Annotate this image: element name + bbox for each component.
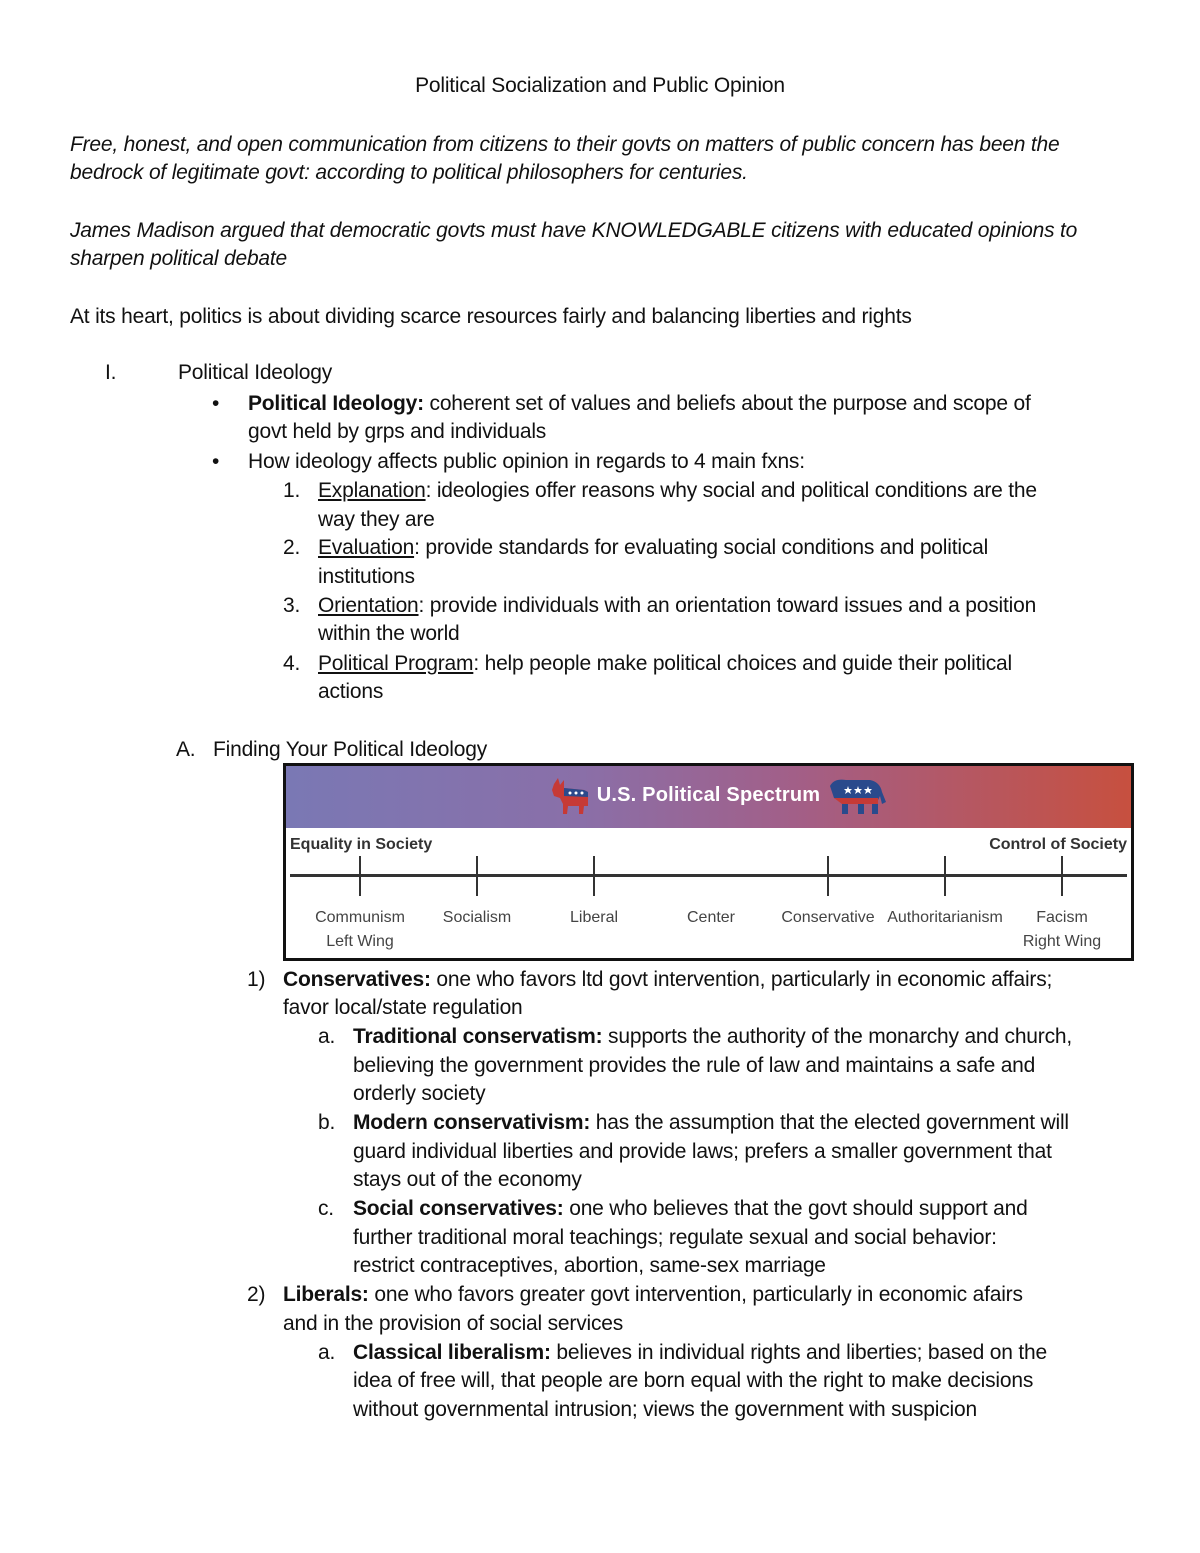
spectrum-point-label xyxy=(1023,906,1101,954)
function-4-num: 4. xyxy=(283,652,301,675)
cons-a-line-2: believing the government provides the rule of law and maintains a safe and xyxy=(353,1054,1036,1077)
function-1-text: : ideologies offer reasons why social and political conditions are the xyxy=(425,479,1037,502)
cons-a-letter: a. xyxy=(318,1025,336,1048)
cons-b-letter: b. xyxy=(318,1111,336,1134)
lib-a-line-2: idea of free will, that people are born equal with the right to make decisions xyxy=(353,1369,1034,1392)
spectrum-point-name: Conservative xyxy=(781,909,875,926)
spectrum-tick xyxy=(359,856,361,896)
function-4-text: : help people make political choices and guide their political xyxy=(473,652,1012,675)
cons-a-text: supports the authority of the monarchy and church, xyxy=(602,1025,1072,1048)
madison-line-2: sharpen political debate xyxy=(70,247,288,270)
section-heading: Political Ideology xyxy=(178,361,332,384)
spectrum-tick xyxy=(944,856,946,896)
function-1-num: 1. xyxy=(283,479,301,502)
function-3-line-1 xyxy=(318,591,1036,620)
spectrum-point-label xyxy=(887,906,1003,930)
bullet-1-line-1 xyxy=(248,389,1031,418)
spectrum-point-label xyxy=(315,906,405,954)
function-4-term: Political Program xyxy=(318,652,474,675)
heart-line: At its heart, politics is about dividing scarce resources fairly and balancing liberties and rights xyxy=(70,305,912,328)
cons-a-line-1 xyxy=(353,1022,1072,1051)
madison-line-1: James Madison argued that democratic govts must have KNOWLEDGABLE citizens with educated opinions to xyxy=(70,219,1078,242)
function-2-num: 2. xyxy=(283,536,301,559)
liberals-line-2: and in the provision of social services xyxy=(283,1312,624,1335)
spectrum-point-name: Liberal xyxy=(569,909,619,926)
function-1-line-1 xyxy=(318,476,1037,505)
cons-b-line-2: guard individual liberties and provide laws; prefers a smaller government that xyxy=(353,1140,1052,1163)
spectrum-tick xyxy=(827,856,829,896)
cons-c-line-2: further traditional moral teachings; regulate sexual and social behavior: xyxy=(353,1226,997,1249)
intro-line-2: bedrock of legitimate govt: according to political philosophers for centuries. xyxy=(70,161,748,184)
liberals-num: 2) xyxy=(247,1283,266,1306)
function-2-text: : provide standards for evaluating social conditions and political xyxy=(414,536,989,559)
spectrum-tick xyxy=(476,856,478,896)
subsection-heading: Finding Your Political Ideology xyxy=(213,738,487,761)
spectrum-point-name: Authoritarianism xyxy=(887,909,1003,926)
conservatives-line-1 xyxy=(283,965,1052,994)
spectrum-point-name: Communism xyxy=(315,909,405,926)
document-title: Political Socialization and Public Opinion xyxy=(415,74,785,97)
conservatives-line-2: favor local/state regulation xyxy=(283,996,523,1019)
function-1-line-2: way they are xyxy=(318,508,435,531)
spectrum-point-label xyxy=(443,906,511,930)
spectrum-point-name: Socialism xyxy=(442,909,512,926)
bullet-icon: • xyxy=(212,450,220,473)
function-2-term: Evaluation xyxy=(318,536,415,559)
cons-a-line-3: orderly society xyxy=(353,1082,486,1105)
cons-a-term: Traditional conservatism: xyxy=(353,1025,603,1048)
liberals-line-1 xyxy=(283,1280,1023,1309)
intro-line-1: Free, honest, and open communication from citizens to their govts on matters of public concern has been the xyxy=(70,133,1060,156)
spectrum-tick xyxy=(593,856,595,896)
spectrum-tick xyxy=(1061,856,1063,896)
spectrum-point-wing: Right Wing xyxy=(1022,933,1102,950)
spectrum-title: U.S. Political Spectrum xyxy=(596,784,821,806)
section-numeral: I. xyxy=(105,361,117,384)
bullet-2: How ideology affects public opinion in regards to 4 main fxns: xyxy=(248,450,805,473)
function-4-line-2: actions xyxy=(318,680,384,703)
cons-b-term: Modern conservativism: xyxy=(353,1111,591,1134)
spectrum-point-label xyxy=(687,906,735,930)
spectrum-point-label xyxy=(570,906,618,930)
cons-b-line-3: stays out of the economy xyxy=(353,1168,582,1191)
function-3-text: : provide individuals with an orientation toward issues and a position xyxy=(418,594,1037,617)
spectrum-point-name: Center xyxy=(686,909,736,926)
cons-c-text: one who believes that the govt should support and xyxy=(563,1197,1028,1220)
function-3-term: Orientation xyxy=(318,594,419,617)
spectrum-point-label xyxy=(781,906,874,930)
cons-c-line-3: restrict contraceptives, abortion, same-sex marriage xyxy=(353,1254,826,1277)
elephant-icon xyxy=(826,776,888,816)
lib-a-term: Classical liberalism: xyxy=(353,1341,551,1364)
political-spectrum-figure xyxy=(283,763,1134,961)
cons-b-line-1 xyxy=(353,1108,1069,1137)
function-1-term: Explanation xyxy=(318,479,426,502)
liberals-text: one who favors greater govt intervention, particularly in economic afairs xyxy=(368,1283,1023,1306)
bullet-icon: • xyxy=(212,392,220,415)
spectrum-right-label: Control of Society xyxy=(989,836,1127,853)
spectrum-axis xyxy=(290,874,1127,877)
lib-a-letter: a. xyxy=(318,1341,336,1364)
lib-a-line-1 xyxy=(353,1338,1047,1367)
lib-a-text: believes in individual rights and liberties; based on the xyxy=(550,1341,1047,1364)
liberals-term: Liberals: xyxy=(283,1283,369,1306)
cons-c-line-1 xyxy=(353,1194,1028,1223)
cons-c-term: Social conservatives: xyxy=(353,1197,564,1220)
function-2-line-2: institutions xyxy=(318,565,415,588)
spectrum-point-wing: Left Wing xyxy=(326,933,394,950)
function-2-line-1 xyxy=(318,533,988,562)
function-4-line-1 xyxy=(318,649,1012,678)
spectrum-left-label: Equality in Society xyxy=(290,836,433,853)
spectrum-header xyxy=(286,766,1131,828)
bullet-1-text: coherent set of values and beliefs about the purpose and scope of xyxy=(423,392,1031,415)
spectrum-point-name: Facism xyxy=(1036,909,1088,926)
subsection-letter: A. xyxy=(176,738,196,761)
conservatives-text: one who favors ltd govt intervention, particularly in economic affairs; xyxy=(430,968,1053,991)
bullet-1-line-2: govt held by grps and individuals xyxy=(248,420,547,443)
cons-c-letter: c. xyxy=(318,1197,334,1220)
lib-a-line-3: without governmental intrusion; views the government with suspicion xyxy=(353,1398,977,1421)
conservatives-num: 1) xyxy=(247,968,266,991)
function-3-num: 3. xyxy=(283,594,301,617)
conservatives-term: Conservatives: xyxy=(283,968,431,991)
cons-b-text: has the assumption that the elected government will xyxy=(590,1111,1069,1134)
bullet-1-term: Political Ideology: xyxy=(248,392,424,415)
function-3-line-2: within the world xyxy=(318,622,460,645)
